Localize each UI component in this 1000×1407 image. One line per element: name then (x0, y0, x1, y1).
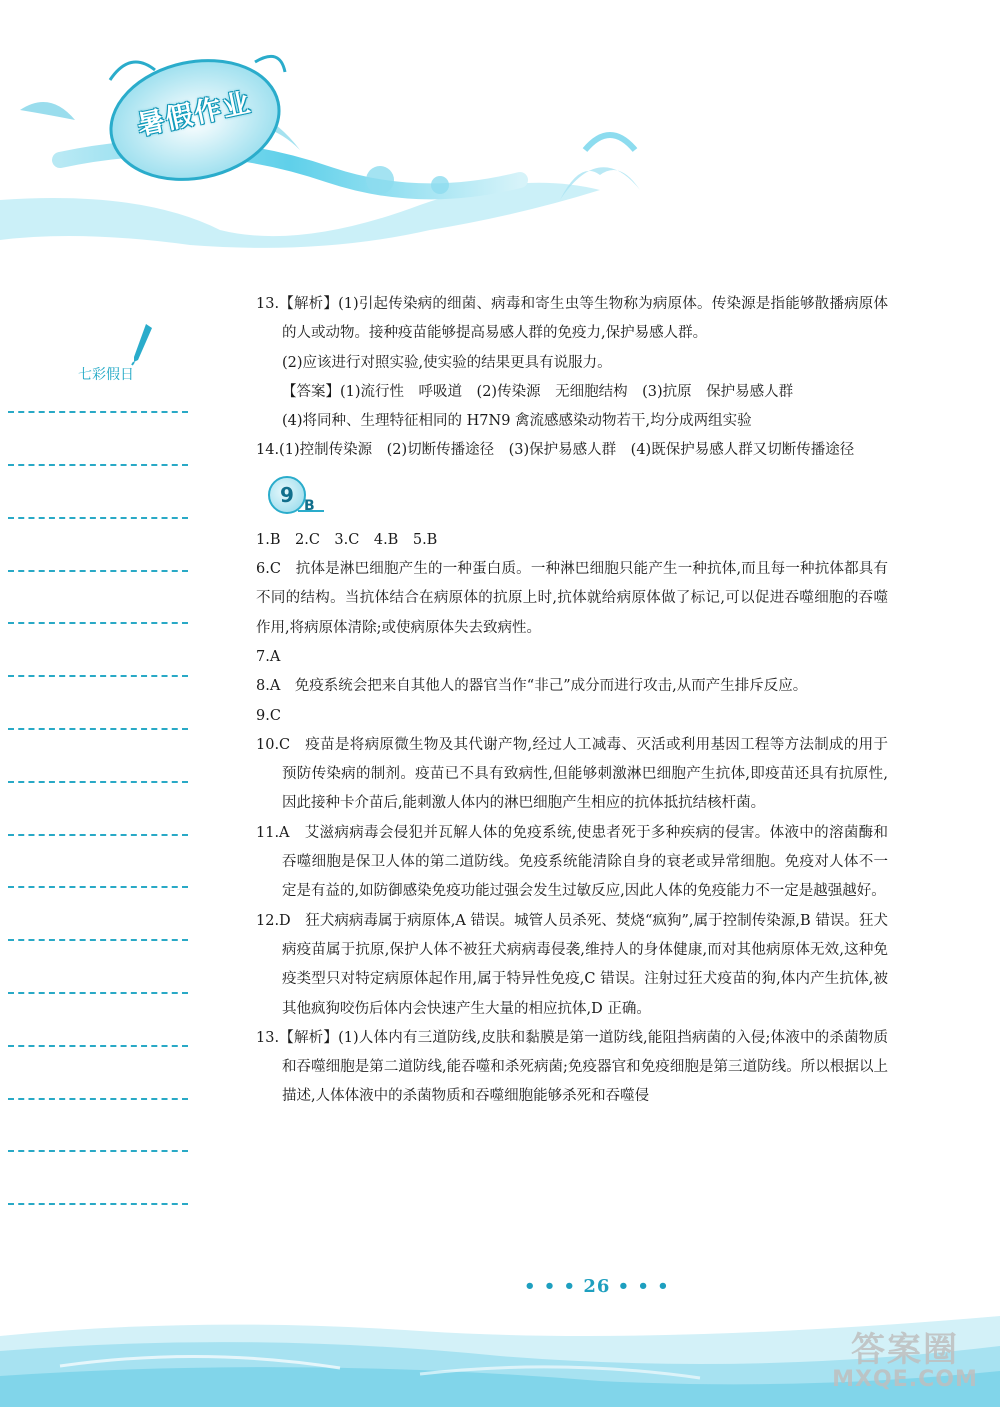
sidebar-label: 七彩假日 (78, 367, 134, 383)
answer-item: 13.【解析】(1)引起传染病的细菌、病毒和寄生虫等生物称为病原体。传染源是指能够散播病原体的人或动物。接种疫苗能够提高易感人群的免疫力,保护易感人群。 (256, 296, 888, 342)
sidebar-divider (8, 992, 188, 994)
page-number: • • • 26 • • • (524, 1276, 670, 1297)
answer-item: 13.【解析】(1)人体内有三道防线,皮肤和黏膜是第一道防线,能阻挡病菌的入侵;体液中的杀菌物质和吞噬细胞是第二道防线,能吞噬和杀死病菌;免疫器官和免疫细胞是第三道防线。所以根据以上描述,人体体液中的杀菌物质和吞噬细胞能够杀死和吞噬侵 (256, 1029, 888, 1105)
sidebar-divider (8, 1098, 188, 1100)
sidebar-divider (8, 781, 188, 783)
header-title: 暑假作业 (134, 87, 255, 142)
answer-item: 11.A 艾滋病病毒会侵犯并瓦解人体的免疫系统,使患者死于多种疾病的侵害。体液中的溶菌酶和吞噬细胞是保卫人体的第二道防线。免疫系统能清除自身的衰老或异常细胞。免疫对人体不一定是有益的,如防御感染免疫功能过强会发生过敏反应,因此人体的免疫能力不一定是越强越好。 (256, 824, 888, 900)
sidebar-divider (8, 411, 188, 413)
sidebar-divider (8, 939, 188, 941)
section-underline (298, 510, 324, 512)
section-badge (256, 470, 888, 524)
answers-part-1 (256, 290, 888, 466)
sidebar-divider (8, 675, 188, 677)
sidebar-divider (8, 1203, 188, 1205)
sidebar-divider (8, 1045, 188, 1047)
watermark-bottom: MXQE.COM (832, 1367, 978, 1392)
answer-item: (2)应该进行对照实验,使实验的结果更具有说服力。 (282, 354, 612, 371)
pen-icon (130, 322, 156, 366)
answer-item: 6.C 抗体是淋巴细胞产生的一种蛋白质。一种淋巴细胞只能产生一种抗体,而且每一种抗体都具有不同的结构。当抗体结合在病原体的抗原上时,抗体就给病原体做了标记,可以促进吞噬细胞的吞噬作用,将病原体清除;或使病原体失去致病性。 (256, 561, 888, 636)
answer-item: 1.B 2.C 3.C 4.B 5.B (256, 531, 438, 548)
sidebar-divider (8, 886, 188, 888)
sidebar-divider (8, 1150, 188, 1152)
watermark-top: 答案圈 (851, 1330, 959, 1370)
answer-item: 7.A (256, 648, 281, 665)
answer-item: 14.(1)控制传染源 (2)切断传播途径 (3)保护易感人群 (4)既保护易感人群又切断传播途径 (256, 442, 855, 459)
answer-item: (4)将同种、生理特征相同的 H7N9 禽流感感染动物若干,均分成两组实验 (282, 413, 752, 430)
answer-item: 8.A 免疫系统会把来自其他人的器官当作“非己”成分而进行攻击,从而产生排斥反应。 (256, 678, 808, 695)
answer-item: 12.D 狂犬病病毒属于病原体,A 错误。城管人员杀死、焚烧“疯狗”,属于控制传染源,B 错误。狂犬病疫苗属于抗原,保护人体不被狂犬病病毒侵袭,维持人的身体健康,而对其他病原体无效,这种免疫类型只对特定病原体起作用,属于特异性免疫,C 错误。注射过狂犬疫苗的狗,体内产生抗体,被其他疯狗咬伤后体内会快速产生大量的相应抗体,D 正确。 (256, 912, 888, 1017)
answer-item: 9.C (256, 707, 281, 724)
sidebar-divider (8, 622, 188, 624)
answer-item: 【答案】(1)流行性 呼吸道 (2)传染源 无细胞结构 (3)抗原 保护易感人群 (282, 383, 794, 400)
sidebar-divider (8, 834, 188, 836)
section-number: 9 (280, 482, 294, 507)
sidebar-divider (8, 464, 188, 466)
answer-item: 10.C 疫苗是将病原微生物及其代谢产物,经过人工减毒、灭活或利用基因工程等方法制成的用于预防传染病的制剂。疫苗已不具有致病性,但能够刺激淋巴细胞产生抗体,即疫苗还具有抗原性,因此接种卡介苗后,能刺激人体内的淋巴细胞产生相应的抗体抵抗结核杆菌。 (256, 736, 888, 812)
watermark-logo (820, 1322, 990, 1392)
section-letter: B (304, 497, 315, 514)
sidebar-divider (8, 728, 188, 730)
answer-content (256, 290, 888, 1112)
sidebar-divider (8, 570, 188, 572)
answers-part-2 (256, 526, 888, 1112)
sidebar-divider (8, 517, 188, 519)
